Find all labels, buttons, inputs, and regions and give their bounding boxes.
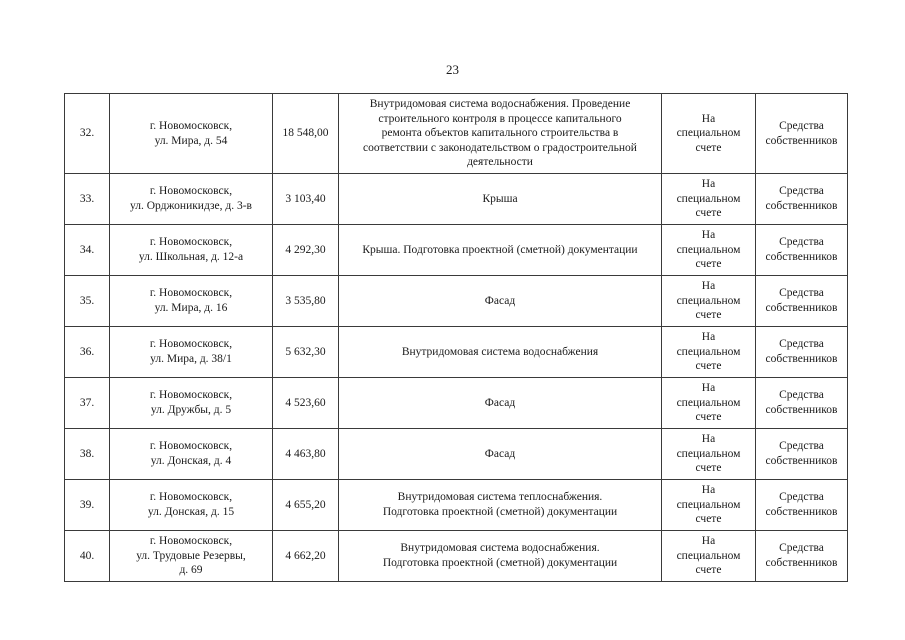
cost-cell xyxy=(273,327,339,378)
funding-source-line: собственников xyxy=(765,302,838,314)
cost-cell xyxy=(273,480,339,531)
funding-source-cell xyxy=(756,174,848,225)
funding-source-line: собственников xyxy=(765,404,838,416)
address-line: г. Новомосковск, xyxy=(149,535,233,548)
table-row xyxy=(65,94,848,174)
table-row xyxy=(65,174,848,225)
cost-cell xyxy=(273,531,339,582)
cost-cell xyxy=(273,429,339,480)
work-type-cell xyxy=(339,276,662,327)
account-type-cell xyxy=(662,480,756,531)
table-row xyxy=(65,327,848,378)
cost-text: 4 463,80 xyxy=(285,447,326,460)
account-type-line: специальном xyxy=(676,243,741,256)
work-type-line: Крыша. Подготовка проектной (сметной) документации xyxy=(362,243,638,256)
table-row xyxy=(65,480,848,531)
work-type-line: ремонта объектов капитального строительства в xyxy=(381,127,619,140)
row-number-cell xyxy=(65,276,110,327)
funding-source-line: собственников xyxy=(765,251,838,263)
cost-text: 4 655,20 xyxy=(285,498,326,511)
address-line: ул. Орджоникидзе, д. 3-в xyxy=(130,200,252,212)
address-cell xyxy=(110,480,273,531)
account-type-line: специальном xyxy=(676,396,741,409)
account-type-line: счете xyxy=(695,411,722,424)
cost-text: 4 523,60 xyxy=(285,396,326,409)
cost-text: 4 662,20 xyxy=(285,549,326,562)
cost-text: 3 103,40 xyxy=(285,192,326,205)
row-number-cell xyxy=(65,429,110,480)
work-type-line: Внутридомовая система водоснабжения. xyxy=(400,542,600,555)
funding-source-line: Средства xyxy=(779,542,824,555)
table-row xyxy=(65,276,848,327)
cost-text: 18 548,00 xyxy=(282,127,329,140)
work-type-line: деятельности xyxy=(467,156,533,169)
account-type-line: специальном xyxy=(676,192,741,205)
work-type-line: Внутридомовая система теплоснабжения. xyxy=(397,491,603,504)
address-cell xyxy=(110,378,273,429)
table-row xyxy=(65,225,848,276)
account-type-line: счете xyxy=(695,309,722,322)
account-type-line: специальном xyxy=(676,127,741,140)
address-cell xyxy=(110,174,273,225)
work-type-line: Фасад xyxy=(484,396,516,409)
work-type-cell xyxy=(339,94,662,174)
account-type-line: счете xyxy=(695,141,722,154)
account-type-line: На xyxy=(701,280,716,293)
account-type-line: На xyxy=(701,433,716,446)
work-type-line: Крыша xyxy=(482,192,518,205)
row-number-cell xyxy=(65,480,110,531)
address-line: ул. Мира, д. 16 xyxy=(154,302,228,314)
account-type-line: На xyxy=(701,535,716,548)
funding-source-cell xyxy=(756,429,848,480)
table-row xyxy=(65,531,848,582)
account-type-line: На xyxy=(701,112,716,125)
address-line: д. 69 xyxy=(179,564,203,577)
funding-source-cell xyxy=(756,378,848,429)
address-line: г. Новомосковск, xyxy=(149,389,233,402)
account-type-line: специальном xyxy=(676,345,741,358)
cost-cell xyxy=(273,94,339,174)
account-type-line: специальном xyxy=(676,447,741,460)
row-number-text: 33. xyxy=(79,192,95,205)
account-type-line: На xyxy=(701,331,716,344)
funding-source-line: Средства xyxy=(779,491,824,504)
work-type-line: Фасад xyxy=(484,447,516,460)
row-number-text: 40. xyxy=(79,549,95,562)
work-type-line: Фасад xyxy=(484,294,516,307)
table-row xyxy=(65,429,848,480)
funding-source-line: Средства xyxy=(779,440,824,453)
account-type-cell xyxy=(662,429,756,480)
address-line: ул. Мира, д. 54 xyxy=(154,134,228,147)
account-type-cell xyxy=(662,531,756,582)
address-line: г. Новомосковск, xyxy=(149,491,233,504)
cost-cell xyxy=(273,276,339,327)
work-type-line: Внутридомовая система водоснабжения xyxy=(401,345,599,358)
row-number-text: 38. xyxy=(79,447,95,460)
account-type-cell xyxy=(662,94,756,174)
row-number-cell xyxy=(65,225,110,276)
funding-source-cell xyxy=(756,480,848,531)
funding-source-line: собственников xyxy=(765,455,838,467)
funding-source-cell xyxy=(756,327,848,378)
account-type-line: счете xyxy=(695,513,722,526)
work-type-cell xyxy=(339,378,662,429)
account-type-line: На xyxy=(701,229,716,242)
address-cell xyxy=(110,327,273,378)
address-line: г. Новомосковск, xyxy=(149,440,233,453)
account-type-line: счете xyxy=(695,207,722,220)
address-line: г. Новомосковск, xyxy=(149,119,233,132)
row-number-cell xyxy=(65,174,110,225)
account-type-line: На xyxy=(701,178,716,191)
cost-text: 3 535,80 xyxy=(285,294,326,307)
work-type-cell xyxy=(339,174,662,225)
work-type-cell xyxy=(339,531,662,582)
funding-source-line: Средства xyxy=(779,185,824,198)
table-body xyxy=(65,94,848,582)
account-type-line: счете xyxy=(695,564,722,577)
funding-source-line: собственников xyxy=(765,353,838,365)
row-number-text: 32. xyxy=(79,127,95,140)
address-line: г. Новомосковск, xyxy=(149,338,233,351)
work-type-line: Подготовка проектной (сметной) документации xyxy=(382,557,618,569)
funding-source-line: Средства xyxy=(779,287,824,300)
funding-source-line: Средства xyxy=(779,338,824,351)
account-type-cell xyxy=(662,174,756,225)
account-type-line: специальном xyxy=(676,549,741,562)
funding-source-cell xyxy=(756,276,848,327)
cost-text: 5 632,30 xyxy=(285,345,326,358)
work-type-line: соответствии с законодательством о градостроительной xyxy=(363,141,637,154)
row-number-cell xyxy=(65,531,110,582)
cost-cell xyxy=(273,225,339,276)
address-line: г. Новомосковск, xyxy=(149,185,233,198)
row-number-text: 35. xyxy=(79,294,95,307)
row-number-cell xyxy=(65,327,110,378)
account-type-line: счете xyxy=(695,462,722,475)
table-row xyxy=(65,378,848,429)
address-line: ул. Трудовые Резервы, xyxy=(136,549,246,562)
row-number-cell xyxy=(65,378,110,429)
funding-source-line: Средства xyxy=(779,236,824,249)
row-number-text: 37. xyxy=(79,396,95,409)
cost-text: 4 292,30 xyxy=(285,243,326,256)
account-type-line: специальном xyxy=(676,498,741,511)
capital-repair-table xyxy=(64,93,848,582)
page-number: 23 xyxy=(446,62,459,77)
account-type-cell xyxy=(662,327,756,378)
account-type-cell xyxy=(662,276,756,327)
work-type-cell xyxy=(339,225,662,276)
address-cell xyxy=(110,276,273,327)
funding-source-line: Средства xyxy=(779,119,824,132)
funding-source-line: собственников xyxy=(765,134,838,147)
address-cell xyxy=(110,94,273,174)
account-type-line: счете xyxy=(695,360,722,373)
work-type-line: строительного контроля в процессе капитального xyxy=(378,112,622,125)
address-line: г. Новомосковск, xyxy=(149,236,233,249)
address-line: ул. Школьная, д. 12-а xyxy=(138,251,244,263)
funding-source-cell xyxy=(756,225,848,276)
address-cell xyxy=(110,429,273,480)
work-type-line: Внутридомовая система водоснабжения. Проведение xyxy=(369,98,631,111)
row-number-cell xyxy=(65,94,110,174)
address-cell xyxy=(110,225,273,276)
work-type-line: Подготовка проектной (сметной) документации xyxy=(382,506,618,518)
address-line: ул. Дружбы, д. 5 xyxy=(150,404,232,416)
address-line: ул. Донская, д. 15 xyxy=(147,506,235,518)
work-type-cell xyxy=(339,327,662,378)
account-type-line: специальном xyxy=(676,294,741,307)
address-cell xyxy=(110,531,273,582)
row-number-text: 39. xyxy=(79,498,95,511)
address-line: ул. Донская, д. 4 xyxy=(150,455,232,467)
account-type-line: счете xyxy=(695,258,722,271)
funding-source-line: Средства xyxy=(779,389,824,402)
work-type-cell xyxy=(339,480,662,531)
account-type-line: На xyxy=(701,382,716,395)
cost-cell xyxy=(273,174,339,225)
funding-source-cell xyxy=(756,531,848,582)
funding-source-line: собственников xyxy=(765,200,838,212)
funding-source-line: собственников xyxy=(765,506,838,518)
address-line: ул. Мира, д. 38/1 xyxy=(150,353,232,365)
account-type-cell xyxy=(662,378,756,429)
address-line: г. Новомосковск, xyxy=(149,287,233,300)
row-number-text: 36. xyxy=(79,345,95,358)
funding-source-cell xyxy=(756,94,848,174)
funding-source-line: собственников xyxy=(765,557,838,569)
account-type-cell xyxy=(662,225,756,276)
work-type-cell xyxy=(339,429,662,480)
row-number-text: 34. xyxy=(79,243,95,256)
account-type-line: На xyxy=(701,484,716,497)
cost-cell xyxy=(273,378,339,429)
